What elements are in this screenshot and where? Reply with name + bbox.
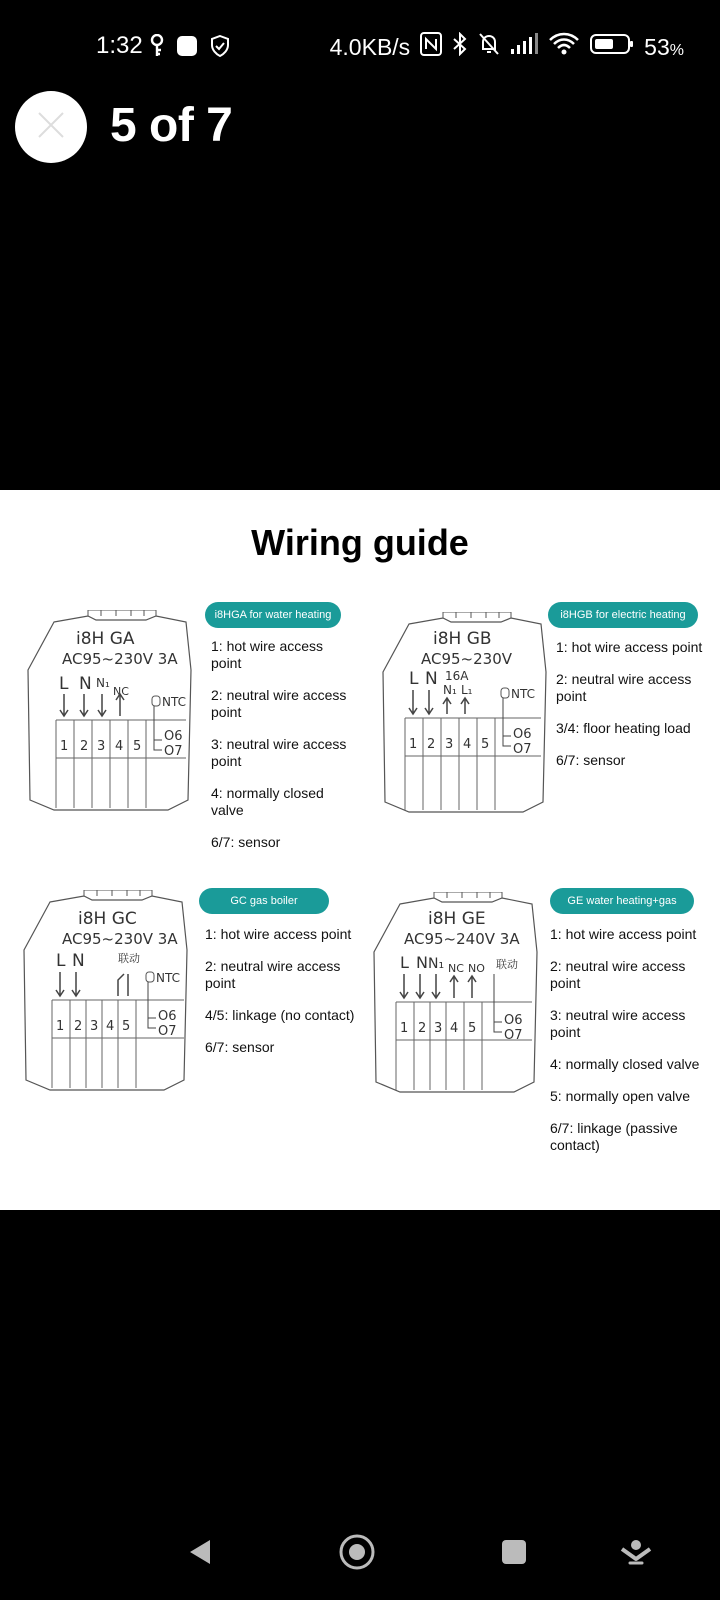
pill-gc: GC gas boiler [199,888,329,914]
svg-text:3: 3 [445,737,454,752]
svg-text:O7: O7 [513,742,532,757]
shield-icon [210,35,230,62]
svg-text:2: 2 [80,739,89,754]
svg-text:NO: NO [468,962,485,975]
svg-text:2: 2 [74,1019,83,1034]
svg-text:4: 4 [106,1019,115,1034]
svg-text:N₁: N₁ [96,676,110,690]
desc-ge: 1: hot wire access point 2: neutral wire access point 3: neutral wire access point 4: normally closed valve 5: normally open valve 6/7: linkage (passive contact) [550,926,700,1153]
svg-text:3: 3 [90,1019,99,1034]
svg-text:1: 1 [60,739,69,754]
recents-button[interactable] [494,1534,534,1574]
svg-text:N₁: N₁ [443,683,457,697]
svg-text:1: 1 [400,1021,409,1036]
svg-text:1: 1 [409,737,418,752]
bluetooth-icon [452,32,468,62]
svg-text:5: 5 [122,1019,131,1034]
svg-text:L₁: L₁ [461,683,473,697]
pill-ga: i8HGA for water heating [205,602,341,628]
app-notification-icon [176,35,198,62]
svg-text:5: 5 [468,1021,477,1036]
svg-text:O6: O6 [513,727,532,742]
svg-text:O6: O6 [164,729,183,744]
status-bar [0,0,720,92]
svg-text:1: 1 [56,1019,65,1034]
svg-text:i8H GE: i8H GE [428,909,486,929]
svg-text:4: 4 [463,737,472,752]
svg-text:i8H GC: i8H GC [78,909,137,929]
svg-text:3: 3 [434,1021,443,1036]
svg-text:O7: O7 [504,1028,523,1043]
wifi-icon [548,32,580,62]
svg-text:N: N [79,674,92,694]
svg-text:2: 2 [427,737,436,752]
svg-text:NTC: NTC [511,687,535,701]
model-label: i8H GA [76,629,135,649]
svg-text:L: L [56,951,66,971]
svg-text:N: N [72,951,85,971]
battery-percent: 53% [644,33,684,60]
close-icon [36,110,66,145]
signal-icon [510,33,538,61]
guide-title: Wiring guide [251,522,469,563]
svg-text:4: 4 [115,739,124,754]
svg-text:4: 4 [450,1021,459,1036]
desc-gb: 1: hot wire access point 2: neutral wire access point 3/4: floor heating load 6/7: sensor [556,639,703,768]
svg-text:AC95~230V 3A: AC95~230V 3A [62,930,178,948]
network-speed: 4.0KB/s [329,33,411,60]
close-button[interactable] [15,91,87,163]
navigation-bar [0,1520,720,1590]
diagram-gb [381,612,551,822]
svg-text:L: L [409,669,419,689]
svg-text:N: N [425,669,438,689]
svg-text:N: N [416,953,428,972]
back-button[interactable] [180,1534,220,1574]
pill-ge: GE water heating+gas [550,888,694,914]
svg-text:N₁: N₁ [428,956,445,972]
svg-text:NC: NC [113,685,129,698]
battery-icon [590,33,634,61]
svg-text:5: 5 [481,737,490,752]
assistant-button[interactable] [616,1534,656,1574]
svg-text:AC95~230V: AC95~230V [421,650,513,668]
diagram-ge [372,892,542,1102]
desc-ga: 1: hot wire access point 2: neutral wire access point 3: neutral wire access point 4: normally closed valve 6/7: sensor [211,638,347,850]
svg-text:2: 2 [418,1021,427,1036]
svg-text:NC: NC [448,962,464,975]
recents-square-icon [500,1538,528,1571]
svg-text:L: L [400,953,409,972]
product-image[interactable] [0,490,720,1210]
svg-text:O7: O7 [158,1024,177,1039]
svg-text:5: 5 [133,739,142,754]
nfc-icon [420,32,442,62]
key-icon [150,34,164,63]
svg-text:O6: O6 [504,1013,523,1028]
home-circle-icon [338,1533,376,1576]
home-button[interactable] [337,1534,377,1574]
pill-gb: i8HGB for electric heating [548,602,698,628]
svg-text:O6: O6 [158,1009,177,1024]
clock: 1:32 [96,32,143,59]
image-counter: 5 of 7 [110,99,233,152]
svg-text:AC95~240V 3A: AC95~240V 3A [404,930,520,948]
mute-bell-icon [478,32,500,62]
svg-text:L: L [59,674,69,694]
diagram-ga [26,610,196,820]
assistant-icon [619,1535,653,1574]
svg-text:NTC: NTC [156,971,180,985]
diagram-gc [22,890,192,1100]
back-triangle-icon [186,1537,214,1572]
rating-label: AC95~230V 3A [62,650,178,668]
desc-gc: 1: hot wire access point 2: neutral wire access point 4/5: linkage (no contact) 6/7: sensor [205,926,355,1055]
svg-text:NTC: NTC [162,695,186,709]
svg-text:联动: 联动 [496,958,518,971]
svg-text:联动: 联动 [118,952,140,965]
svg-text:i8H GB: i8H GB [433,629,492,649]
svg-text:3: 3 [97,739,106,754]
svg-text:16A: 16A [445,669,469,683]
svg-text:O7: O7 [164,744,183,759]
